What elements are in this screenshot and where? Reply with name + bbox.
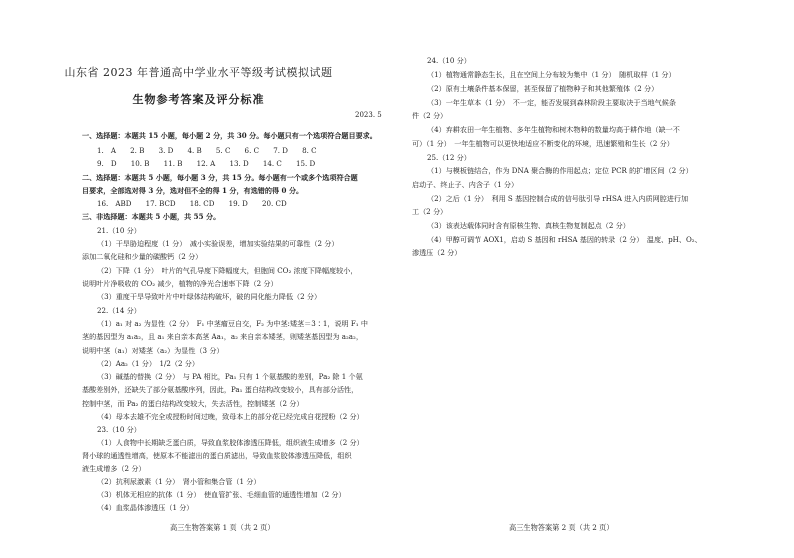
question-heading: 25.（12 分） [427,153,471,162]
answer-line: （3）一年生草本（1 分） 不一定，能否发展到森林阶段主要取决于当地气候条 [427,98,676,107]
answer-line: （3）机体无相应的抗体（1 分） 使血管扩张、毛细血管的通透性增加（2 分） [97,490,346,499]
question-heading: 23.（10 分） [97,425,141,434]
answer-line: （3）重度干旱导致叶片中叶绿体结构破坏，破的同化能力降低（2 分） [97,292,322,301]
answer-line: 茎的基因型为 a₁a₂，且 a₁ 来自亲本高茎 Aa₁，a₂ 来自亲本矮茎，则矮茎基因型为 a₂a₂， [82,332,363,341]
answer-line: （2）之后（1 分） 利用 S 基因控制合成的信号肽引导 rHSA 进入内质网腔进行加 [427,194,689,203]
question-heading: 24.（10 分） [427,56,471,65]
answer-line: 说明叶片净吸收的 CO₂ 减少，植物的净光合速率下降（2 分） [82,279,278,288]
answer-line: （4）甲醇可调节 AOX1，启动 S 基因和 rHSA 基因的转录（2 分） 温度、pH、O₂、 [427,235,702,244]
exam-date: 2023. 5 [355,111,382,119]
answer-line: （4）弃耕农田一年生植物、多年生植物和树木物种的数量均高于耕作地（缺一不 [427,125,680,134]
answer-line: 基酸差别外，还缺失了部分氨基酸序列，因此，Pa₁ 蛋白结构改变较小，具有部分活性， [82,385,359,394]
page-footer: 高三生物答案第 1 页（共 2 页） [170,523,275,532]
answer-line: （3）碱基的替换（2 分） 与 PA 相比，Pa₁ 只有 1 个氨基酸的差别，Pa₂ 除 1 个氨 [97,372,363,381]
answer-line: （1）a₁ 对 a₂ 为显性（2 分） F₁ 中茎瘤豆自交，F₂ 为中茎:矮茎＝3∶1，说明 F₁ 中 [97,319,368,328]
section-2-heading: 二、选择题：本题共 5 小题，每小题 3 分，共 15 分。每小题有一个或多个选项符合题 [82,173,358,182]
answer-line: （2）抗利尿激素（1 分） 肾小管和集合管（1 分） [97,477,261,486]
answer-line: （2）下降（1 分） 叶片的气孔导度下降幅度大，但胞间 CO₂ 浓度下降幅度较小， [97,266,358,275]
answer-line: （2）原有土壤条件基本保留，甚至保留了植物种子和其他繁殖体（2 分） [427,84,659,93]
answer-key-title: 生物参考答案及评分标准 [132,93,265,106]
section-3-heading: 三、非选择题：本题共 5 小题，共 55 分。 [82,212,221,221]
answer-line: （1）人食物中长期缺乏蛋白质，导致血浆胶体渗透压降低，组织液生成增多（2 分） [97,438,364,447]
answer-line: 液生成增多（2 分） [82,464,146,473]
page-footer: 高三生物答案第 2 页（共 2 页） [509,523,614,532]
answer-line: （1）与模板链结合，作为 DNA 聚合酶的作用起点；定位 PCR 的扩增区间（2 分） [427,166,693,175]
answer-line: （4）血浆晶体渗透压（1 分） [97,503,194,512]
answer-line: 启动子、终止子、内含子（1 分） [412,180,519,189]
answer-line: （1）干旱胁迫程度（1 分） 减小实验误差，增加实验结果的可靠性（2 分） [97,239,339,248]
answer-line: 件（2 分） [412,111,448,120]
answer-line: 可）（1 分） 一年生植物可以更快地适应不断变化的环境，迅速繁殖和生长（2 分） [412,139,674,148]
answer-line: （2）Aa₂（1 分） 1/2（2 分） [97,359,199,368]
exam-title: 山东省 2023 年普通高中学业水平等级考试模拟试题 [64,66,333,79]
answer-line: （1）植物通常静态生长，且在空间上分布较为集中（1 分） 随机取样（1 分） [427,70,676,79]
answer-line: （4）母本去雄不完全或授粉时间过晚，致母本上的部分花已经完成自花授粉（2 分） [97,412,364,421]
answer-line: 工（2 分） [412,207,448,216]
question-heading: 22.（14 分） [97,306,141,315]
answer-line: 9. D 10. B 11. B 12. A 13. D 14. C 15. D [97,159,316,168]
question-heading: 21.（10 分） [97,226,141,235]
answer-line: 16. ABD 17. BCD 18. CD 19. D 20. CD [97,199,287,208]
answer-line: 肾小球的通透性增高，使原本不能滤出的蛋白质滤出，导致血浆胶体渗透压降低，组织 [82,451,352,460]
section-2-heading-cont: 目要求，全部选对得 3 分，选对但不全的得 1 分，有选错的得 0 分。 [82,186,304,195]
answer-line: 添加二氧化硅和少量的碳酸钙（2 分） [82,252,203,261]
answer-page-2 [397,0,794,558]
answer-line: 说明中茎（a₁）对矮茎（a₂）为显性（3 分） [82,346,224,355]
answer-line: 1. A 2. B 3. D 4. B 5. C 6. C 7. D 8. C [97,146,317,155]
section-1-heading: 一、选择题：本题共 15 小题，每小题 2 分，共 30 分。每小题只有一个选项符合题目要求。 [82,131,377,140]
answer-line: （3）该表达载体同时含有原核生物、真核生物复制起点（2 分） [427,221,630,230]
answer-line: 渗透压（2 分） [412,248,462,257]
answer-line: 控制中茎，而 Pa₂ 的蛋白结构改变较大，失去活性，控制矮茎（2 分） [82,399,304,408]
